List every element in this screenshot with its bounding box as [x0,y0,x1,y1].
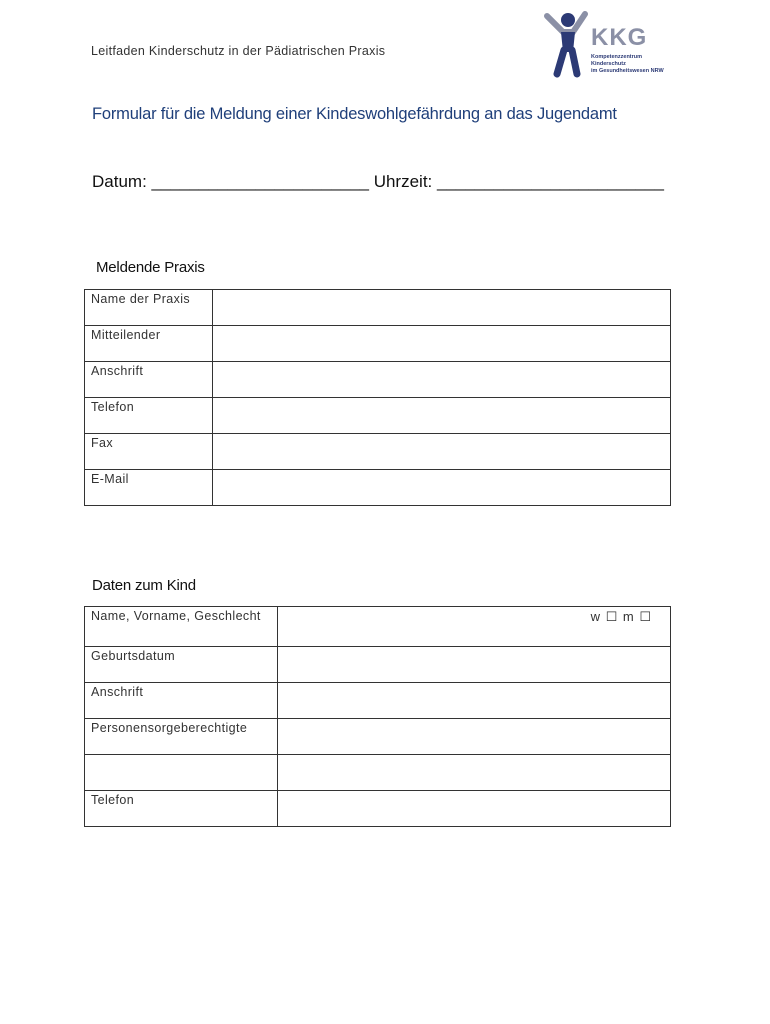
person-figure-icon [543,10,591,78]
praxis-email-field[interactable] [212,470,670,506]
table-row [85,398,671,434]
row-label: Personensorgeberechtigte [85,719,278,755]
birthdate-field[interactable] [277,647,670,683]
praxis-table [84,289,671,506]
child-name-field[interactable] [277,607,670,647]
logo-text-line: im Gesundheitswesen NRW [591,68,664,74]
table-row [85,470,671,506]
date-time-line[interactable]: Datum: _______________________ Uhrzeit: ________________________ [92,172,664,191]
child-phone-field[interactable] [277,791,670,827]
row-label[interactable] [85,755,278,791]
table-row [85,362,671,398]
praxis-phone-field[interactable] [212,398,670,434]
child-address-field[interactable] [277,683,670,719]
section-title-kind: Daten zum Kind [92,577,196,594]
row-label: Anschrift [85,683,278,719]
table-row [85,434,671,470]
table-row [85,647,671,683]
row-label: Geburtsdatum [85,647,278,683]
row-label: Fax [85,434,213,470]
row-label: Name der Praxis [85,290,213,326]
row-label: Name, Vorname, Geschlecht [85,607,278,647]
running-header: Leitfaden Kinderschutz in der Pädiatrischen Praxis [91,44,386,58]
table-row [85,755,671,791]
praxis-fax-field[interactable] [212,434,670,470]
logo-text-line: Kinderschutz [591,61,626,67]
row-label: Anschrift [85,362,213,398]
logo-text-line: Kompetenzzentrum [591,54,643,60]
praxis-address-field[interactable] [212,362,670,398]
table-row [85,791,671,827]
form-title: Formular für die Meldung einer Kindeswohlgefährdung an das Jugendamt [92,105,617,123]
row-label: Telefon [85,791,278,827]
praxis-name-field[interactable] [212,290,670,326]
section-title-praxis: Meldende Praxis [96,259,205,276]
table-row [85,719,671,755]
row-label: E-Mail [85,470,213,506]
guardians-extra-field[interactable] [277,755,670,791]
gender-checkboxes[interactable]: w ☐ m ☐ [590,609,652,624]
table-row [85,607,671,647]
logo-abbreviation: KKG [591,24,648,51]
table-row [85,683,671,719]
table-row [85,326,671,362]
table-row [85,290,671,326]
row-label: Telefon [85,398,213,434]
row-label: Mitteilender [85,326,213,362]
kkg-logo [543,10,683,78]
guardians-field[interactable] [277,719,670,755]
mitteilender-field[interactable] [212,326,670,362]
kind-table [84,606,671,827]
